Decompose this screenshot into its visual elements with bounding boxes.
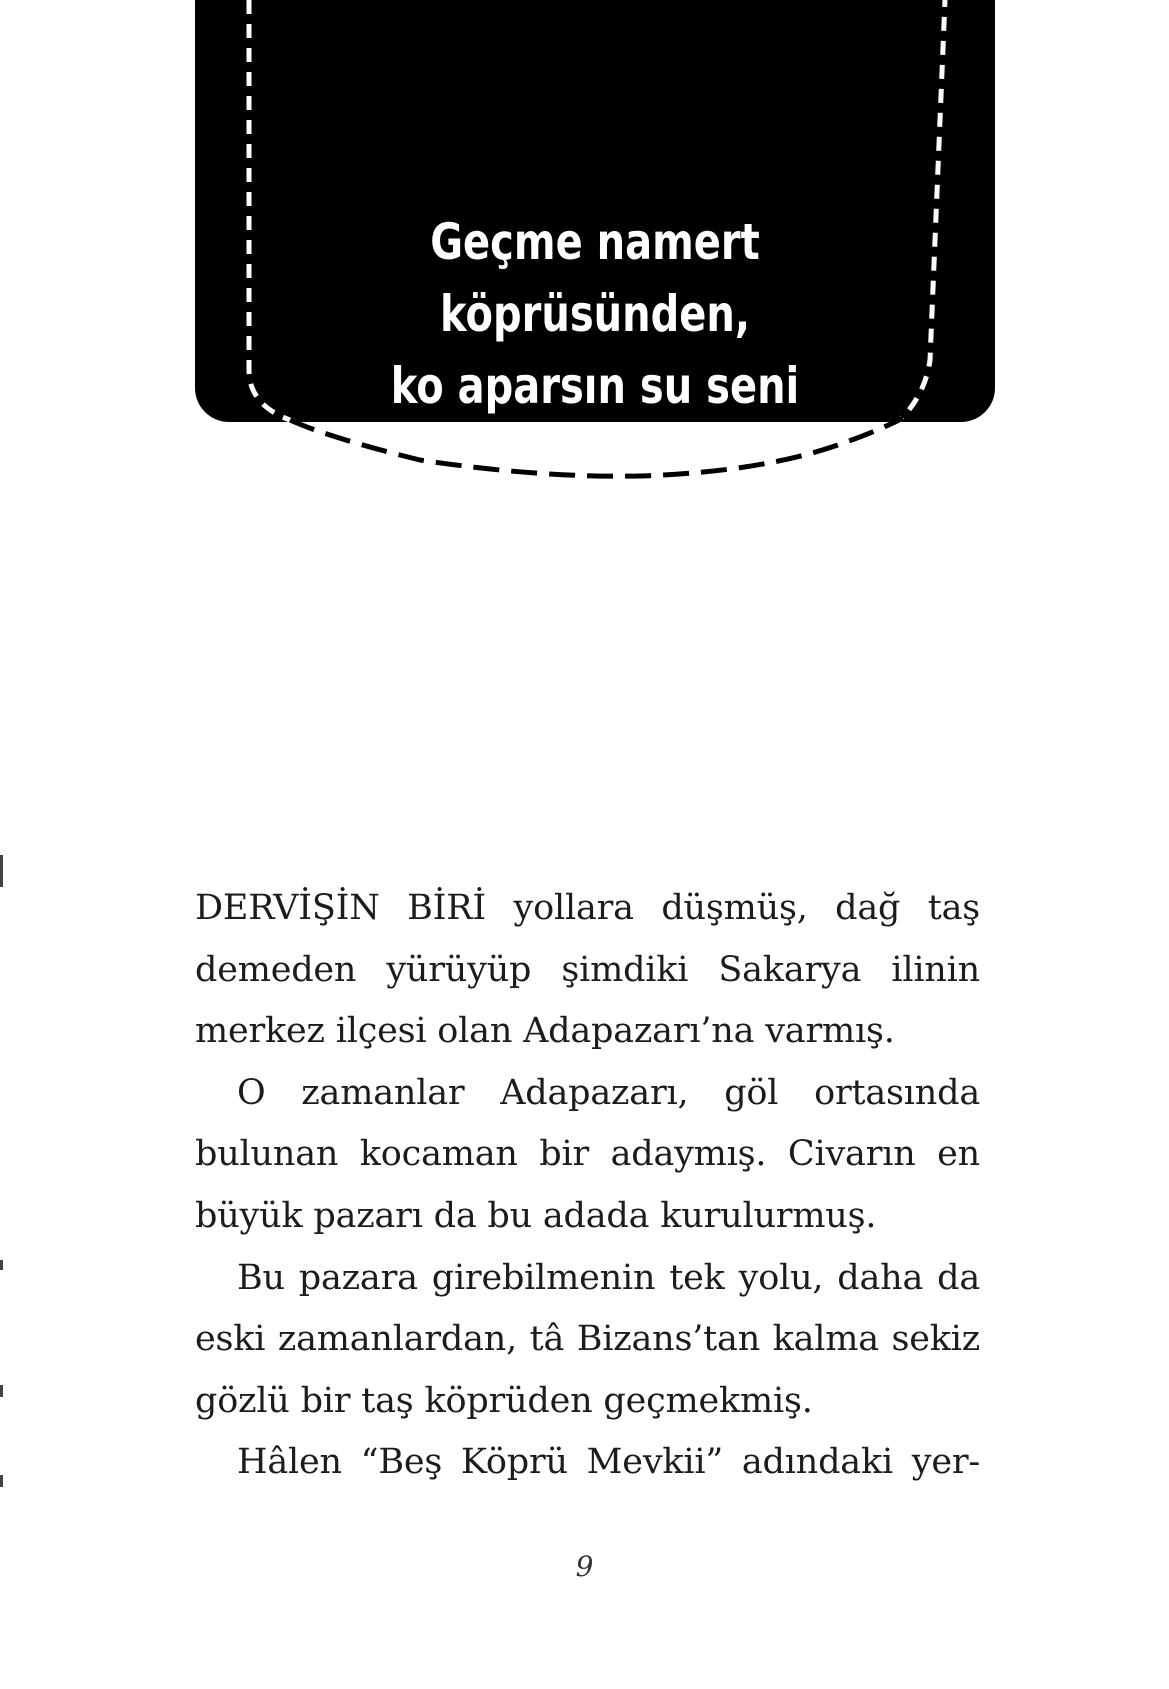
paragraph-3: Bu pazara girebilmenin tek yolu, daha da eski zamanlardan, tâ Bizans’tan kalma sekiz gözlü bir taş köprüden geçmekmiş. bbox=[195, 1257, 980, 1421]
paragraph-4: Hâlen “Beş Köprü Mevkii” adındaki yer- bbox=[237, 1442, 980, 1483]
paragraph-1-text: yollara düşmüş, dağ taş demeden yürüyüp şimdiki Sakarya ilinin merkez ilçesi olan Adapazarı’na varmış. bbox=[195, 888, 980, 1052]
paragraph-2: O zamanlar Adapazarı, göl ortasında bulunan kocaman bir adaymış. Civarın en büyük pazarı da bu adada kurulurmuş. bbox=[195, 1072, 980, 1236]
chapter-title bbox=[275, 206, 915, 422]
scan-edge-mark bbox=[0, 855, 3, 887]
body-text bbox=[195, 878, 980, 1494]
paragraph-lead-caps: DERVİŞİN BİRİ bbox=[195, 888, 487, 928]
page-number: 9 bbox=[575, 1550, 594, 1583]
scan-edge-mark bbox=[0, 1385, 3, 1397]
paragraph-1 bbox=[195, 878, 980, 1063]
scan-edge-mark bbox=[0, 1260, 3, 1270]
scan-edge-mark bbox=[0, 1475, 3, 1487]
chapter-title-line-2: ko aparsın su seni bbox=[390, 357, 800, 415]
chapter-title-line-1: Geçme namert köprüsünden, bbox=[430, 213, 760, 343]
